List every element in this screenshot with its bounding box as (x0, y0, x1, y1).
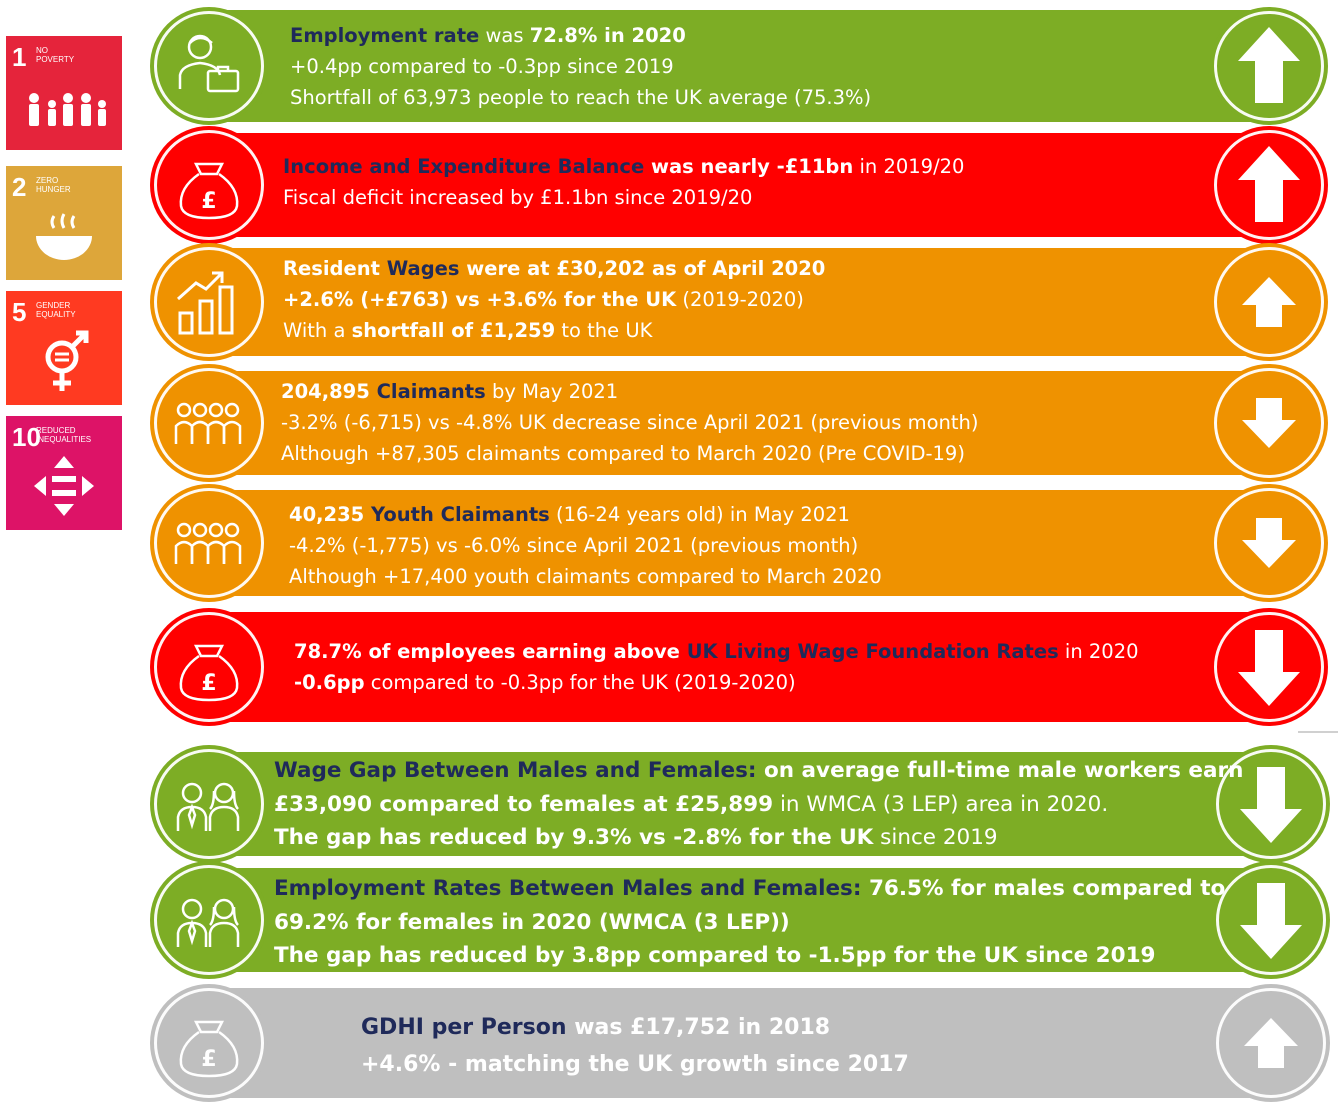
indicator-value: 204,895 (281, 380, 377, 403)
money-bag-icon (166, 1000, 252, 1086)
indicator-value: 72.8% in 2020 (529, 24, 686, 47)
indicator-value: The gap has reduced by 9.3% vs -2.8% for the UK (274, 825, 874, 850)
growth-chart-icon (166, 259, 252, 345)
arrow-up-icon (1222, 138, 1316, 232)
male-female-icon (166, 761, 252, 847)
indicator-title: Claimants (376, 380, 486, 403)
indicator-text: in 2020 (1058, 640, 1139, 663)
indicator-text: Resident (283, 257, 387, 280)
indicator-title: Employment rate (290, 24, 480, 47)
arrow-down-icon (1222, 496, 1316, 590)
indicator-text: since 2019 (873, 825, 998, 850)
svg-text:£: £ (201, 1047, 217, 1072)
sdg-label: ZERO HUNGER (36, 176, 71, 194)
indicator-title: Wages (386, 257, 460, 280)
indicator-value: 40,235 (289, 503, 372, 526)
indicator-text: compared to -0.3pp for the UK (2019-2020) (364, 671, 796, 694)
indicator-gdhi (150, 988, 1330, 1098)
indicator-youth-claimants (150, 490, 1328, 596)
svg-text:£: £ (201, 671, 217, 696)
indicator-line-2: -4.2% (-1,775) vs -6.0% since April 2021 (previous month) (289, 534, 859, 557)
indicator-text: by May 2021 (485, 380, 619, 403)
indicator-value: -0.6pp (294, 671, 365, 694)
gender-icon (6, 291, 122, 405)
sdg-tile-reduced-inequalities (6, 416, 122, 530)
people-group-icon (166, 500, 252, 586)
indicator-text: to the UK (555, 319, 653, 342)
sdg-tile-zero-hunger (6, 166, 122, 280)
indicator-line-3: Although +17,400 youth claimants compared to March 2020 (289, 565, 882, 588)
family-icon (6, 36, 122, 150)
indicator-employment-rate (150, 10, 1328, 122)
divider (1298, 731, 1338, 733)
indicator-line-2: -3.2% (-6,715) vs -4.8% UK decrease since April 2021 (previous month) (281, 411, 979, 434)
sdg-number: 5 (12, 297, 27, 327)
indicator-title: Income and Expenditure Balance (283, 155, 645, 178)
indicator-title: GDHI per Person (361, 1015, 567, 1040)
indicator-claimants (150, 371, 1328, 475)
indicator-text: 76.5% for males compared to (861, 876, 1226, 901)
indicator-title: Employment Rates Between Males and Females: (274, 876, 862, 901)
indicator-wage-gap (150, 752, 1330, 856)
sdg-tile-no-poverty (6, 36, 122, 150)
arrow-up-icon (1222, 19, 1316, 113)
indicator-resident-wages (150, 248, 1328, 356)
male-female-icon (166, 877, 252, 963)
arrow-up-icon (1224, 996, 1318, 1090)
arrow-down-icon (1222, 376, 1316, 470)
indicator-value: shortfall of £1,259 (351, 319, 556, 342)
indicator-line-2: 69.2% for females in 2020 (WMCA (3 LEP)) (274, 909, 790, 935)
arrow-up-icon (1222, 255, 1316, 349)
indicator-income-expenditure (150, 133, 1328, 237)
indicator-text: was £17,752 in 2018 (566, 1015, 831, 1040)
money-bag-icon (166, 624, 252, 710)
indicator-title: UK Living Wage Foundation Rates (686, 640, 1059, 663)
sdg-label: GENDER EQUALITY (36, 301, 76, 319)
indicator-text: was (479, 24, 530, 47)
indicator-value: 78.7% of employees earning above (294, 640, 687, 663)
people-group-icon (166, 380, 252, 466)
equality-arrows-icon (6, 416, 122, 530)
sdg-number: 2 (12, 172, 27, 202)
indicator-line-2: +4.6% - matching the UK growth since 2017 (361, 1052, 909, 1077)
indicator-employment-rates-gender (150, 868, 1330, 972)
indicator-value: were at £30,202 as of April 2020 (459, 257, 826, 280)
indicator-value: +2.6% (+£763) vs +3.6% for the UK (283, 288, 677, 311)
sdg-number: 1 (12, 42, 27, 72)
indicator-text: in 2019/20 (853, 155, 965, 178)
svg-text:£: £ (201, 189, 217, 214)
worker-briefcase-icon (166, 23, 252, 109)
sdg-tile-gender-equality (6, 291, 122, 405)
indicator-title: Youth Claimants (371, 503, 550, 526)
sdg-label: REDUCED INEQUALITIES (36, 426, 92, 444)
indicator-line-2: Fiscal deficit increased by £1.1bn since 2019/20 (283, 186, 753, 209)
indicator-text: (2019-2020) (676, 288, 804, 311)
indicator-line-3: The gap has reduced by 3.8pp compared to -1.5pp for the UK since 2019 (274, 943, 1156, 968)
indicator-value: £33,090 compared to females at £25,899 (274, 791, 774, 817)
arrow-down-icon (1224, 873, 1318, 967)
indicator-title: Wage Gap Between Males and Females: (274, 758, 757, 783)
indicator-text: (16-24 years old) in May 2021 (549, 503, 850, 526)
sdg-number: 10 (12, 422, 41, 452)
indicator-line-2: +0.4pp compared to -0.3pp since 2019 (290, 55, 674, 78)
bowl-icon (6, 166, 122, 280)
indicator-living-wage (150, 612, 1328, 722)
indicator-value: was nearly -£11bn (644, 155, 854, 178)
indicator-text: on average full-time male workers earn (756, 758, 1244, 783)
sdg-label: NO POVERTY (36, 46, 75, 64)
indicator-line-3: Shortfall of 63,973 people to reach the UK average (75.3%) (290, 86, 872, 109)
indicator-text: in WMCA (3 LEP) area in 2020. (773, 791, 1109, 817)
money-bag-icon (166, 142, 252, 228)
indicator-line-3: Although +87,305 claimants compared to March 2020 (Pre COVID-19) (281, 442, 965, 465)
arrow-down-icon (1222, 620, 1316, 714)
indicator-text: With a (283, 319, 352, 342)
